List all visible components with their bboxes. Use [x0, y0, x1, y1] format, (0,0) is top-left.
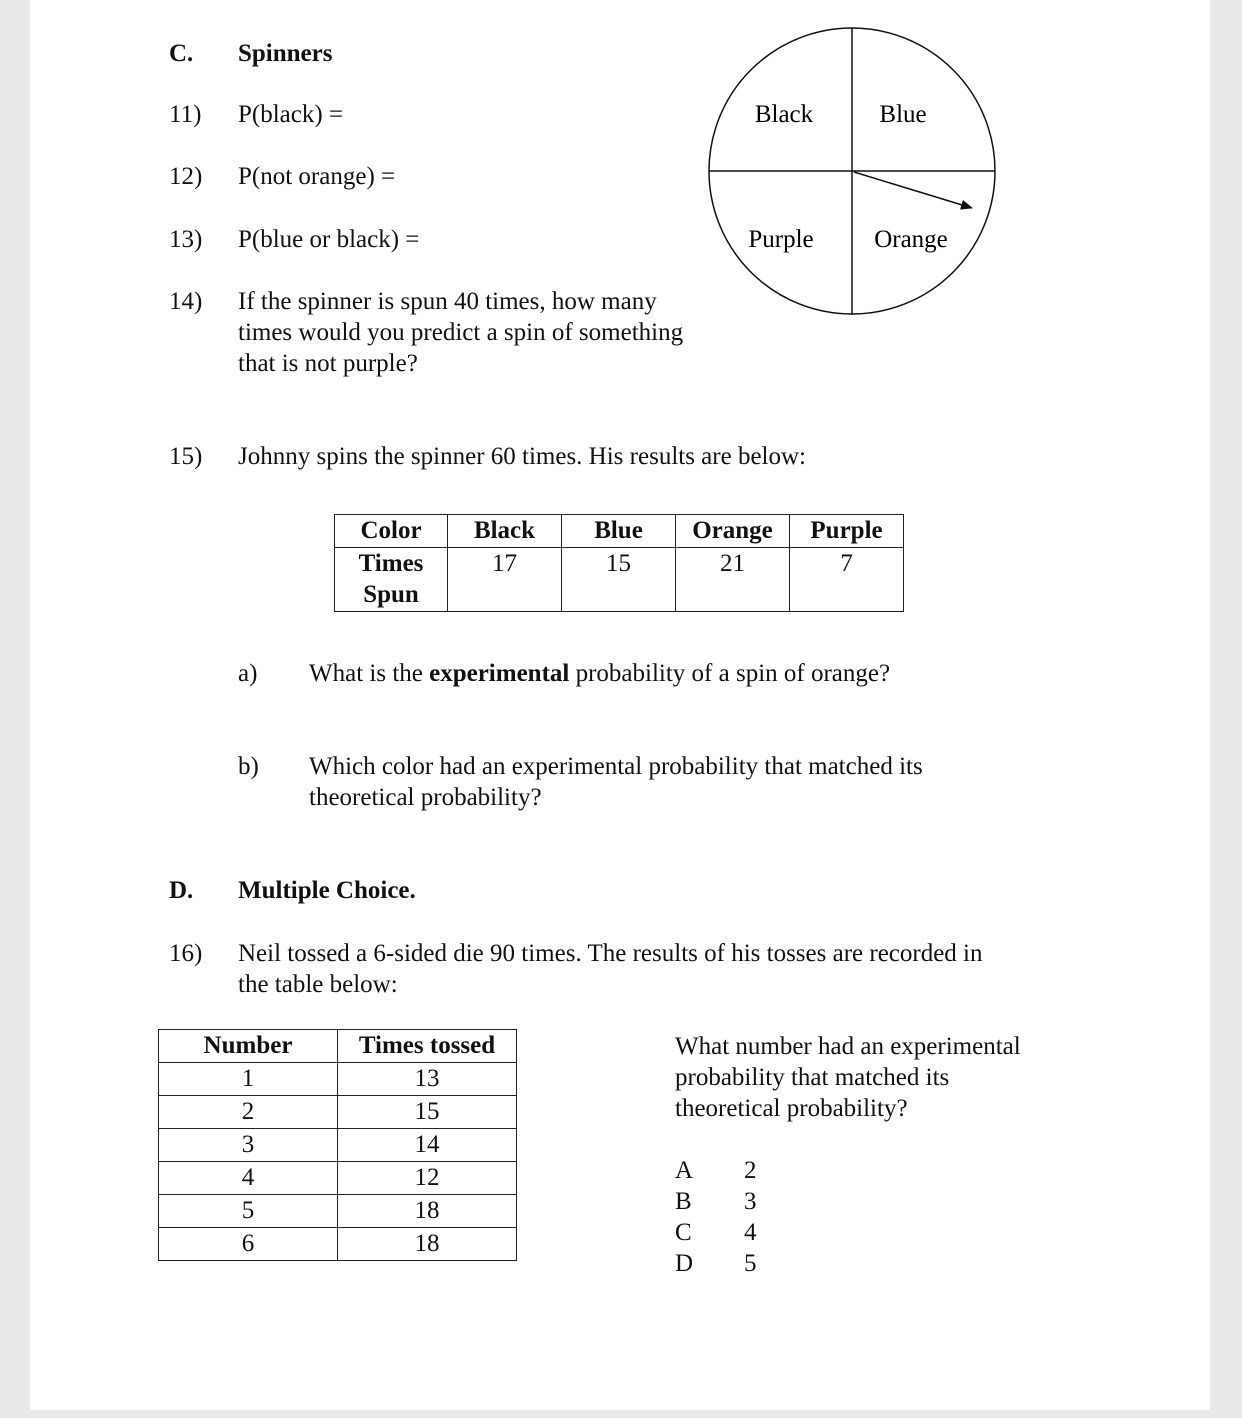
choice-letter-d: D	[675, 1250, 694, 1277]
value-cell: 15	[562, 548, 676, 612]
choice-letter-c: C	[675, 1219, 692, 1246]
header-cell: Black	[448, 515, 562, 548]
value-cell: 21	[676, 548, 790, 612]
q14-line-3: that is not purple?	[238, 350, 418, 377]
q16-line-1: Neil tossed a 6-sided die 90 times. The results of his tosses are recorded in	[238, 940, 983, 967]
number-cell: 3	[159, 1129, 338, 1162]
row-label-line-1: Times	[358, 550, 424, 577]
section-c-letter: C.	[169, 40, 194, 67]
table-row	[335, 548, 904, 612]
q15b-line-2: theoretical probability?	[309, 784, 542, 811]
header-cell: Orange	[676, 515, 790, 548]
table-row	[159, 1162, 517, 1195]
q16-line-2: the table below:	[238, 971, 398, 998]
section-c-title: Spinners	[238, 40, 333, 67]
tossed-cell: 12	[338, 1162, 517, 1195]
tossed-cell: 18	[338, 1228, 517, 1261]
header-cell: Blue	[562, 515, 676, 548]
header-cell: Purple	[790, 515, 904, 548]
q15a-text	[309, 658, 890, 689]
spinner-label-orange: Orange	[874, 226, 948, 253]
q16-question-line-3: theoretical probability?	[675, 1095, 908, 1122]
q15b-label: b)	[238, 753, 259, 780]
q15a-text-after: probability of a spin of orange?	[569, 660, 891, 687]
q16-question-line-1: What number had an experimental	[675, 1033, 1021, 1060]
worksheet-page	[30, 0, 1210, 1410]
table-row	[159, 1129, 517, 1162]
number-cell: 4	[159, 1162, 338, 1195]
spinner-label-purple: Purple	[748, 226, 814, 253]
table-row	[159, 1195, 517, 1228]
header-cell: Number	[159, 1030, 338, 1063]
q15b-line-1: Which color had an experimental probability that matched its	[309, 753, 923, 780]
table-row	[159, 1063, 517, 1096]
number-cell: 6	[159, 1228, 338, 1261]
spinner-label-blue: Blue	[879, 101, 927, 128]
choice-value-d: 5	[744, 1250, 757, 1277]
choice-letter-b: B	[675, 1188, 692, 1215]
spinner-diagram	[706, 25, 1000, 321]
table-row	[159, 1030, 517, 1063]
spinner-label-black: Black	[754, 101, 814, 128]
q11-number: 11)	[169, 101, 202, 128]
q15-text: Johnny spins the spinner 60 times. His results are below:	[238, 443, 806, 470]
row-label-cell	[335, 548, 448, 612]
tossed-cell: 18	[338, 1195, 517, 1228]
spinner-results-table	[334, 514, 904, 612]
q14-line-1: If the spinner is spun 40 times, how many	[238, 288, 657, 315]
number-cell: 1	[159, 1063, 338, 1096]
table-row	[159, 1096, 517, 1129]
choice-value-b: 3	[744, 1188, 757, 1215]
die-results-table	[158, 1029, 517, 1261]
tossed-cell: 14	[338, 1129, 517, 1162]
header-cell: Color	[335, 515, 448, 548]
tossed-cell: 13	[338, 1063, 517, 1096]
table-row	[159, 1228, 517, 1261]
spinner-arrow	[854, 172, 972, 208]
value-cell: 17	[448, 548, 562, 612]
q16-number: 16)	[169, 940, 203, 967]
choice-letter-a: A	[675, 1157, 694, 1184]
q15-number: 15)	[169, 443, 203, 470]
table-row	[335, 515, 904, 548]
section-d-letter: D.	[169, 877, 194, 904]
q15a-text-before: What is the	[309, 660, 430, 687]
number-cell: 5	[159, 1195, 338, 1228]
choice-value-a: 2	[744, 1157, 757, 1184]
choice-value-c: 4	[744, 1219, 757, 1246]
q13-number: 13)	[169, 226, 203, 253]
number-cell: 2	[159, 1096, 338, 1129]
value-cell: 7	[790, 548, 904, 612]
q13-text: P(blue or black) =	[238, 226, 420, 253]
q15a-text-bold: experimental	[429, 660, 570, 687]
q11-text: P(black) =	[238, 101, 344, 128]
section-d-title: Multiple Choice.	[238, 877, 416, 904]
q12-text: P(not orange) =	[238, 163, 396, 190]
row-label-line-2: Spun	[363, 581, 419, 608]
q16-question-line-2: probability that matched its	[675, 1064, 950, 1091]
q12-number: 12)	[169, 163, 203, 190]
q15a-label: a)	[238, 660, 258, 687]
q14-line-2: times would you predict a spin of something	[238, 319, 684, 346]
q14-number: 14)	[169, 288, 203, 315]
tossed-cell: 15	[338, 1096, 517, 1129]
header-cell: Times tossed	[338, 1030, 517, 1063]
